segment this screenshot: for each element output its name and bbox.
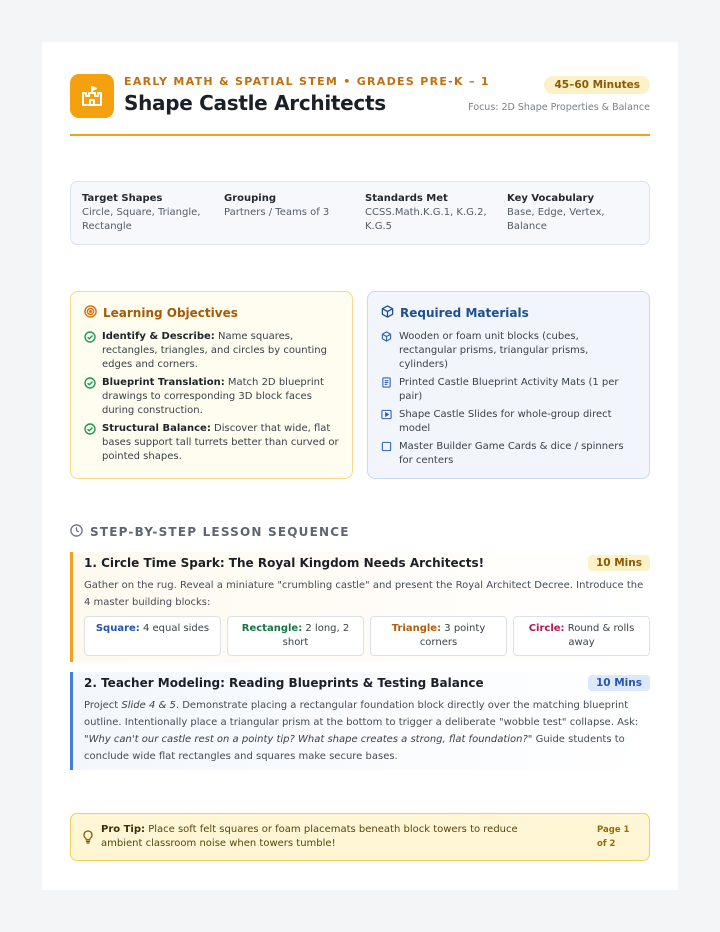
- step-body-pre: Project: [84, 700, 122, 711]
- target-icon: [84, 305, 97, 321]
- cube-icon: [381, 330, 393, 372]
- objectives-title: [84, 305, 238, 321]
- info-value: Base, Edge, Vertex, Balance: [507, 207, 605, 232]
- question-quote: "Why can't our castle rest on a pointy tip? What shape creates a strong, flat foundation?": [84, 734, 533, 745]
- shape-name: Triangle:: [391, 623, 442, 634]
- shape-cards: [84, 616, 650, 656]
- lesson-plan-page: [42, 42, 678, 890]
- step-body-post: Guide students to conclude wide flat rectangles and squares make secure bases.: [84, 734, 625, 762]
- materials-list: [381, 330, 639, 472]
- check-circle-icon: [84, 376, 96, 418]
- header-kicker: EARLY MATH & SPATIAL STEM • GRADES PRE-K – 1: [124, 75, 490, 88]
- tip-bold: Pro Tip:: [101, 824, 146, 835]
- step-teacher-modeling: [70, 672, 650, 770]
- objective-bold: Structural Balance:: [102, 423, 211, 434]
- tip-body: Place soft felt squares or foam placemats beneath block towers to reduce ambient classroom noise when towers tumble!: [101, 824, 518, 849]
- step-title: 2. Teacher Modeling: Reading Blueprints & Testing Balance: [84, 676, 484, 690]
- material-item: [381, 376, 639, 404]
- step-time-badge: 10 Mins: [588, 555, 650, 571]
- step-body: [84, 697, 648, 765]
- objective-item: [84, 422, 342, 464]
- info-label: Grouping: [224, 193, 276, 204]
- material-item: [381, 330, 639, 372]
- material-text: Master Builder Game Cards & dice / spinners for centers: [399, 441, 624, 466]
- material-text: Wooden or foam unit blocks (cubes, rectangular prisms, triangular prisms, cylinders): [399, 331, 589, 370]
- shape-name: Square:: [95, 623, 140, 634]
- slides-icon: [381, 408, 393, 436]
- info-label: Target Shapes: [82, 193, 163, 204]
- objectives-list: [84, 330, 342, 468]
- check-circle-icon: [84, 422, 96, 464]
- step-circle-time: [70, 552, 650, 662]
- info-vocabulary: [507, 193, 627, 234]
- shape-desc: 2 long, 2 short: [282, 623, 350, 648]
- shape-card-square: [84, 616, 221, 656]
- objective-bold: Blueprint Translation:: [102, 377, 225, 388]
- shape-card-circle: [513, 616, 650, 656]
- sequence-heading-label: STEP-BY-STEP LESSON SEQUENCE: [90, 525, 350, 539]
- step-title: 1. Circle Time Spark: The Royal Kingdom Needs Architects!: [84, 556, 485, 570]
- objective-item: [84, 376, 342, 418]
- sequence-heading: [70, 524, 350, 540]
- lightbulb-icon: [82, 829, 94, 848]
- clock-icon: [70, 524, 83, 540]
- objectives-title-label: Learning Objectives: [103, 306, 238, 320]
- step-time-badge: 10 Mins: [588, 675, 650, 691]
- box-icon: [381, 305, 394, 321]
- castle-icon: [70, 74, 114, 118]
- objective-bold: Identify & Describe:: [102, 331, 215, 342]
- material-item: [381, 440, 639, 468]
- info-strip: [70, 181, 650, 245]
- info-target-shapes: [82, 193, 214, 234]
- shape-name: Circle:: [528, 623, 565, 634]
- header: [70, 72, 650, 136]
- objective-item: [84, 330, 342, 372]
- shape-card-triangle: [370, 616, 507, 656]
- materials-title: [381, 305, 529, 321]
- page-number: Page 1 of 2: [597, 825, 630, 849]
- shape-desc: 3 pointy corners: [419, 623, 486, 648]
- objectives-card: [70, 291, 353, 479]
- page-title: Shape Castle Architects: [124, 91, 386, 115]
- shape-card-rectangle: [227, 616, 364, 656]
- materials-card: [367, 291, 650, 479]
- duration-badge: 45–60 Minutes: [544, 76, 650, 94]
- info-grouping: [224, 193, 356, 220]
- materials-title-label: Required Materials: [400, 306, 529, 320]
- slide-reference: Slide 4 & 5: [121, 700, 176, 711]
- shape-name: Rectangle:: [241, 623, 303, 634]
- document-icon: [381, 376, 393, 404]
- info-value: Partners / Teams of 3: [224, 207, 330, 218]
- shape-desc: Round & rolls away: [564, 623, 635, 648]
- info-value: Circle, Square, Triangle, Rectangle: [82, 207, 201, 232]
- material-text: Shape Castle Slides for whole-group direct model: [399, 409, 612, 434]
- pro-tip-box: [70, 813, 650, 861]
- objective-text: Discover that wide, flat bases support tall turrets better than curved or pointed shapes.: [102, 423, 339, 462]
- objective-text: Match 2D blueprint drawings to corresponding 3D block faces during construction.: [102, 377, 324, 416]
- info-label: Key Vocabulary: [507, 193, 594, 204]
- step-body-mid: . Demonstrate placing a rectangular foundation block directly over the matching blueprint outline. Intentionally place a triangular prism at the bottom to trigger a deliberate "wobble test" collapse. Ask:: [84, 700, 639, 728]
- info-label: Standards Met: [365, 193, 448, 204]
- focus-text: Focus: 2D Shape Properties & Balance: [468, 102, 650, 113]
- material-item: [381, 408, 639, 436]
- shape-desc: 4 equal sides: [139, 623, 210, 634]
- info-standards: [365, 193, 489, 234]
- check-circle-icon: [84, 330, 96, 372]
- tip-text: [101, 823, 561, 851]
- card-icon: [381, 440, 393, 468]
- info-value: CCSS.Math.K.G.1, K.G.2, K.G.5: [365, 207, 487, 232]
- material-text: Printed Castle Blueprint Activity Mats (1 per pair): [399, 377, 619, 402]
- objective-text: Name squares, rectangles, triangles, and circles by counting edges and corners.: [102, 331, 327, 370]
- step-body: Gather on the rug. Reveal a miniature "crumbling castle" and present the Royal Architect Decree. Introduce the 4 master building blocks:: [84, 580, 644, 608]
